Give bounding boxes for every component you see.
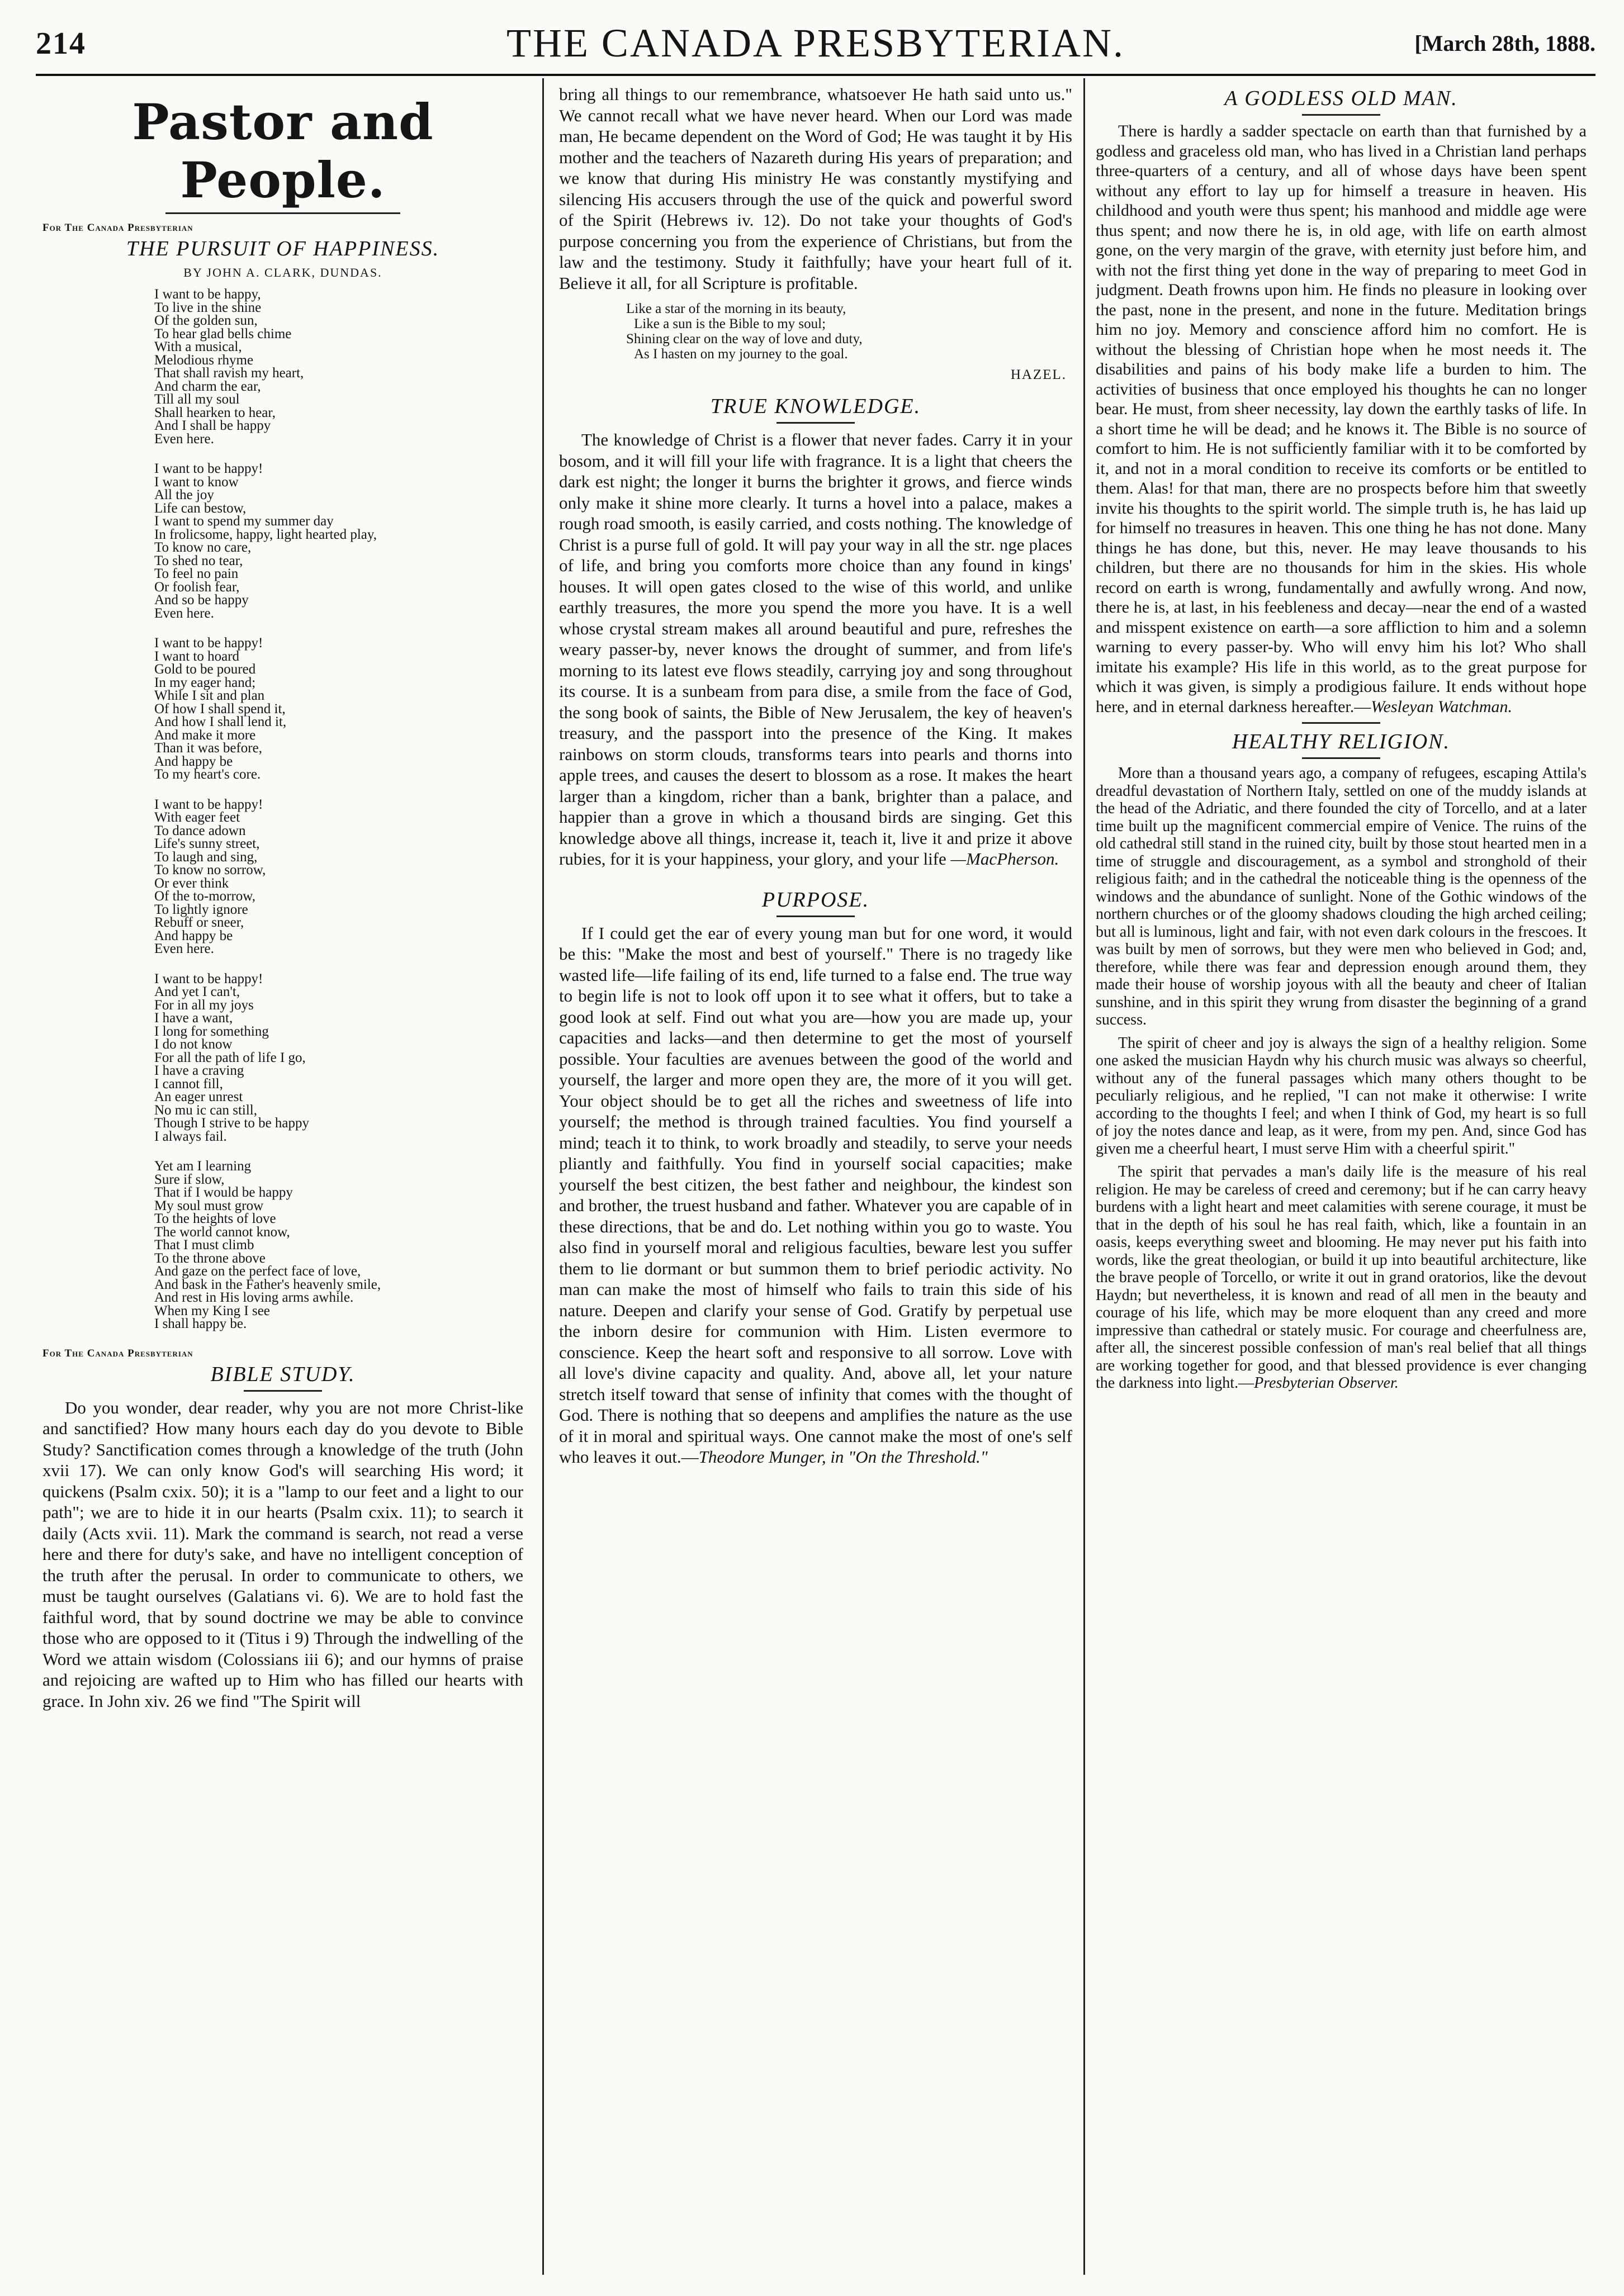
poem-line: Than it was before,	[154, 741, 262, 756]
poem-line: And make it more	[154, 727, 256, 743]
article-title: A GODLESS OLD MAN.	[1224, 87, 1458, 110]
poem-line: To shed no tear,	[154, 553, 243, 568]
poem-stanza	[154, 973, 523, 1144]
poem-line: To the throne above	[154, 1250, 266, 1266]
poem-line: And happy be	[154, 753, 233, 769]
article-text: The knowledge of Christ is a flower that never fades. Carry it in your bosom, and it will fill your life with fragrance. It is a light that cheers the dark est night; the longer it burns the brighter it grows, and fierce winds only make it shine more clearly. It turns a hovel into a palace, makes a rough road smooth, is easily carried, and costs nothing. The knowledge of Christ is a purse full of gold. It will pay your way in all the str. nge places of life, and bring you comforts more choice than any found in kings' houses. It will open gates closed to the wise of this world, and unlike earthly treasures, the more you spend the more you have. It is a well whose crystal stream makes all around beautiful and pure, refreshes the weary passer-by, never knows the drought of summer, and from life's morning to its latest eve flows steadily, carrying joy and song throughout its course. It is a sunbeam from para dise, a smile from the face of God, the song book of saints, the Bible of New Jerusalem, the key of heaven's treasury, and the passport into the presence of the King. It makes rainbows on storm clouds, transforms tears into pearls and thorns into apple trees, and causes the desert to blossom as a rose. It makes the heart larger than a kingdom, richer than a bank, brighter than a palace, and happier than a grove in which a thousand birds are singing. Get this knowledge above all things, increase it, teach it, live it and prize it above rubies, for it is your happiness, your glory, and your life	[559, 430, 1072, 869]
poem-line: Sure if slow,	[154, 1171, 225, 1187]
attribution: —MacPherson.	[950, 849, 1059, 869]
title-rule	[244, 1390, 322, 1392]
poem-stanza	[154, 288, 523, 445]
poem-line: Of how I shall spend it,	[154, 701, 286, 717]
page-header	[36, 16, 1595, 72]
verse	[626, 301, 1072, 362]
for-line: For The Canada Presbyterian	[42, 1347, 193, 1359]
poem-line: I have a want,	[154, 1011, 233, 1026]
poem-line: Till all my soul	[154, 392, 240, 407]
poem-line: Of the to-morrow,	[154, 889, 255, 904]
verse-line: Like a sun is the Bible to my soul;	[634, 316, 826, 331]
poem-line: In frolicsome, happy, light hearted play,	[154, 526, 377, 542]
poem-line: Shall hearken to hear,	[154, 405, 276, 420]
poem-line: I always fail.	[154, 1128, 227, 1144]
poem-line: And yet I can't,	[154, 984, 240, 999]
poem-line: The world cannot know,	[154, 1224, 290, 1240]
poem-line: Gold to be poured	[154, 662, 256, 677]
column-divider	[542, 78, 544, 2275]
poem-line: Even here.	[154, 941, 214, 956]
article-title: BIBLE STUDY.	[210, 1362, 356, 1386]
article-body	[1096, 121, 1587, 717]
attribution: Presbyterian Observer.	[1254, 1374, 1399, 1392]
poem-line: To dance adown	[154, 823, 246, 838]
poem-line: To the heights of love	[154, 1211, 276, 1226]
verse-line: Shining clear on the way of love and duty,	[626, 331, 863, 347]
article-body	[559, 429, 1072, 870]
section-masthead: Pastor and People.	[132, 93, 434, 209]
poem-line: To know no sorrow,	[154, 862, 266, 877]
article-paragraph: The spirit of cheer and joy is always the sign of a healthy religion. Some one asked the musician Haydn why his church music was always so cheerful, without any of the funeral passages which many others thought to be peculiarly religious, and he replied, "I can not make it otherwise: I write according to the thoughts I feel; and when I think of God, my heart is so full of joy the notes dance and leap, as it were, from my pen. And, since God has given me a cheerful heart, I must serve Him with a cheerful spirit."	[1096, 1034, 1587, 1158]
article-title: HEALTHY RELIGION.	[1232, 730, 1451, 753]
poem-stanza	[154, 1160, 523, 1331]
poem-line: Even here.	[154, 431, 214, 447]
poem-byline: BY JOHN A. CLARK, DUNDAS.	[183, 265, 382, 279]
poem-line: Life's sunny street,	[154, 836, 260, 851]
article-body	[559, 923, 1072, 1468]
article-body: Do you wonder, dear reader, why you are not more Christ-like and sanctified? How many hours each day do you devote to Bible Study? Sanctification comes through a knowledge of the truth (John xvii 17). We can only know God's will searching His word; it quickens (Psalm cxix. 50); it is a "lamp to our feet and a light to our path"; we are to hide it in our hearts (Psalm cxix. 11); to search it daily (Acts xvii. 11). Mark the command is search, not read a verse here and there for duty's sake, and have no intelligent conception of the truth after the perusal. In order to communicate to others, we must be taught ourselves (Galatians vi. 6). We are to hold fast the faithful word, that by sound doctrine we may be able to convince those who are opposed to it (Titus i 9) Through the indwelling of the Word we attain wisdom (Colossians iii 6); and our hymns of praise and rejoicing are wafted up to Him who has filled our hearts with grace. In John xiv. 26 we find "The Spirit will	[42, 1397, 523, 1711]
poem-line: And rest in His loving arms awhile.	[154, 1290, 354, 1305]
article-text: The spirit that pervades a man's daily life is the measure of his real religion. He may be careless of creed and ceremony; but if he can carry heavy burdens with a light heart and meet calamities with serene courage, it must be that in the depth of his soul he has real faith, which, like a fountain in an oasis, keeps everything sweet and blooming. He may never put his faith into words, like the great theologian, or build it up into beautiful architecture, like the brave people of Torcello, or write it out in grand oratorios, like the devout Haydn; but nevertheless, it is known and read of all men in the beauty and courage of his life, which may be more eloquent than any creed and more impressive than cathedral or stately music. For courage and cheerfulness are, after all, the sincerest possible confession of man's real belief that all things are working together for good, and that blessed providence is ever changing the darkness into light.—	[1096, 1163, 1587, 1392]
poem-line: I want to be happy,	[154, 287, 261, 302]
poem	[42, 288, 523, 1331]
poem-line: In my eager hand;	[154, 675, 256, 690]
poem-line: And bask in the Father's heavenly smile,	[154, 1277, 381, 1292]
poem-line: With a musical,	[154, 339, 242, 354]
poem-line: And charm the ear,	[154, 378, 261, 394]
newspaper-title: THE CANADA PRESBYTERIAN.	[506, 21, 1125, 65]
verse-line: As I hasten on my journey to the goal.	[634, 347, 848, 362]
article-text: If I could get the ear of every young man but for one word, it would be this: "Make the most and best of yourself." There is no tragedy like wasted life—life failing of its end, life turned to a false end. The true way to begin life is not to look off upon it to see what it offers, but to take a good look at self. Find out what you are—how you are made up, your capacities and lacks—and then determine to get the most of yourself possible. Your faculties are avenues between the good of the world and yourself, the larger and more open they are, the more of it you will get. Your object should be to get all the riches and sweetness of life into yourself; the method is through trained faculties. You find yourself a mind; teach it to think, to work broadly and steadily, to serve your needs pliantly and faithfully. You find in yourself social capacities; make yourself the best citizen, the best father and neighbour, the kindest son and brother, the truest husband and father. Whatever you are capable of in these directions, that be and do. Let nothing within you go to waste. You also find in yourself moral and religious faculties, beware lest you suffer them to lie dormant or but summon them to brief periodic activity. No man can make the most of himself who fails to train this side of his nature. Deepen and clarify your sense of God. Gratify by perpetual use the inborn desire for communion with Him. Listen evermore to conscience. Keep the heart soft and responsive to all sorrow. Love with all love's divine capacity and quality. And, above all, let your nature stretch itself toward that sense of infinity that comes with the thought of God. There is nothing that so deepens and amplifies the nature as the use of it in moral and spiritual ways. One cannot make the most of one's self who leaves it out.—	[559, 923, 1072, 1467]
title-rule	[1302, 757, 1380, 759]
poem-line: I want to be happy!	[154, 461, 263, 476]
poem-line: To my heart's core.	[154, 767, 261, 782]
poem-line: I want to be happy!	[154, 635, 263, 651]
title-rule	[1302, 114, 1380, 116]
attribution: Theodore Munger, in "On the Threshold."	[698, 1447, 988, 1467]
poem-line: With eager feet	[154, 810, 240, 825]
poem-line: Rebuff or sneer,	[154, 915, 244, 930]
column-3	[1096, 84, 1587, 2274]
poem-line: No mu ic can still,	[154, 1102, 257, 1118]
poem-line: All the joy	[154, 487, 214, 502]
poem-line: I want to hoard	[154, 648, 240, 664]
poem-line: To know no care,	[154, 540, 252, 555]
attribution: Wesleyan Watchman.	[1371, 697, 1513, 716]
poem-line: And gaze on the perfect face of love,	[154, 1264, 361, 1279]
poem-line: I want to be happy!	[154, 796, 263, 812]
poem-line: To lightly ignore	[154, 902, 248, 917]
section-rule	[1302, 722, 1380, 724]
poem-line: To laugh and sing,	[154, 849, 258, 865]
article-paragraph	[1096, 1163, 1587, 1392]
poem-line: For all the path of life I go,	[154, 1050, 306, 1065]
article-text: There is hardly a sadder spectacle on earth than that furnished by a godless and graceless old man, who has lived in a Christian land perhaps three-quarters of a century, and all of whose days have been spent without any effort to lay up for himself a treasure in heaven. His childhood and youth were thus spent; his manhood and middle age were thus spent; and now there he is, in old age, with life on earth almost gone, on the very margin of the grave, with eternity just before him, and with not the first thing yet done in the way of preparing to meet God in judgment. Death frowns upon him. He finds no pleasure in looking over the past, none in the present, and none in the future. Meditation brings him no joy. Memory and conscience afford him no comfort. He is without the blessing of Christian hope when he most needs it. The disabilities and pains of his body make life a burden to him. The activities of business that once employed his thoughts he can no longer bear. He must, from sheer necessity, lay down the earthly tasks of life. In a short time he will be dead; and he knows it. The Bible is no source of comfort to him. He is not sufficiently familiar with it to be comforted by it, and not in a moral condition to receive its comforts or be entitled to them. Alas! for that man, there are no prospects before him that sweetly invite his thoughts to the spirit world. The simple truth is, he has laid up for himself no treasures in heaven. This one thing he has not done. Many things he has done, but this, never. He may leave thousands to his children, but there are no thousands for him in the skies. His whole record on earth is wrong, fundamentally and awfully wrong. And now, there he is, at last, in his feebleness and decay—near the end of a wasted and misspent existence on earth—a sore affliction to him and a solemn warning to every passer-by. Who will envy him his lot? Who shall imitate his example? His life in this world, as to the great purpose for which it was given, is simply a prodigious failure. It ends without hope here, and in eternal darkness hereafter.—	[1096, 122, 1587, 716]
poem-line: I have a craving	[154, 1063, 244, 1078]
page-number: 214	[36, 26, 86, 61]
poem-line: To live in the shine	[154, 300, 262, 315]
poem-line: While I sit and plan	[154, 688, 265, 703]
title-rule	[777, 915, 855, 917]
poem-stanza	[154, 462, 523, 620]
article-paragraph: More than a thousand years ago, a company of refugees, escaping Attila's dreadful devastation of Northern Italy, settled on one of the muddy islands at the head of the Adriatic, and there founded the city of Torcello, and at a later time built up the magnificent commercial empire of Venice. The ruins of the old cathedral still stand in the ruined city, built by those stout hearted men in a time of struggle and discouragement, as a symbol and stronghold of their religious faith; and in the cathedral the noticeable thing is the openness of the windows and the abundance of sunlight. None of the Gothic windows of the northern churches or of the gloomy shadows clouding the high arched ceiling; but all is luminous, light and fair, with not even dark colours in the frescoes. It was built by men of sorrows, but they were men who believed in God; and, therefore, while there was fear and depression enough around them, they made their house of worship joyous with all the beauty and cheer of Italian sunshine, and in this spirit they wrung from disaster the beginning of a grand success.	[1096, 765, 1587, 1028]
poem-line: An eager unrest	[154, 1089, 243, 1104]
poem-line: For in all my joys	[154, 997, 254, 1013]
article-title: TRUE KNOWLEDGE.	[710, 395, 921, 418]
column-1	[42, 84, 523, 2274]
poem-line: Of the golden sun,	[154, 313, 258, 328]
header-rule	[36, 74, 1595, 76]
poem-stanza	[154, 637, 523, 781]
poem-line: I want to spend my summer day	[154, 514, 334, 529]
section-rule	[165, 212, 400, 214]
poem-line: I want to be happy!	[154, 971, 263, 986]
poem-line: I cannot fill,	[154, 1076, 223, 1092]
poem-stanza	[154, 798, 523, 956]
poem-line: And happy be	[154, 928, 233, 943]
title-rule	[777, 422, 855, 424]
poem-line: Or ever think	[154, 875, 229, 891]
poem-line: When my King I see	[154, 1303, 270, 1318]
poem-line: Melodious rhyme	[154, 352, 254, 368]
poem-line: Though I strive to be happy	[154, 1116, 310, 1131]
poem-line: To hear glad bells chime	[154, 326, 292, 341]
signature: HAZEL.	[1010, 367, 1067, 382]
poem-line: Or foolish fear,	[154, 579, 240, 595]
for-line: For The Canada Presbyterian	[42, 222, 193, 234]
poem-line: I shall happy be.	[154, 1316, 247, 1331]
poem-line: To feel no pain	[154, 566, 239, 581]
article-continuation: bring all things to our remembrance, whatsoever He hath said unto us." We cannot recall what we have never heard. When our Lord was made man, He became dependent on the Word of God; He was taught it by His mother and the teachers of Nazareth during His years of preparation; and we know that during His ministry He was constantly mystifying and silencing His accusers through the use of the quick and powerful sword of the Spirit (Hebrews iv. 12). Do not take your thoughts of God's purpose concerning you from the experience of Christians, but from the law and the testimony. Study it faithfully; have your heart full of it. Believe it all, for all Scripture is profitable.	[559, 84, 1072, 293]
poem-line: And so be happy	[154, 592, 249, 608]
article-title: PURPOSE.	[761, 888, 870, 912]
issue-date: [March 28th, 1888.	[1414, 31, 1595, 56]
poem-line: Even here.	[154, 605, 214, 621]
poem-line: I long for something	[154, 1023, 269, 1039]
column-2	[559, 84, 1072, 2274]
poem-line: And I shall be happy	[154, 418, 271, 433]
column-divider	[1083, 78, 1085, 2275]
poem-line: My soul must grow	[154, 1198, 264, 1213]
poem-line: Yet am I learning	[154, 1159, 252, 1174]
poem-line: Life can bestow,	[154, 500, 247, 516]
poem-line: That I must climb	[154, 1237, 254, 1253]
poem-line: I want to know	[154, 474, 239, 490]
verse-line: Like a star of the morning in its beauty,	[626, 301, 846, 316]
poem-title: THE PURSUIT OF HAPPINESS.	[126, 237, 440, 260]
poem-line: And how I shall lend it,	[154, 714, 287, 729]
poem-line: That shall ravish my heart,	[154, 366, 304, 381]
poem-line: That if I would be happy	[154, 1185, 293, 1200]
poem-line: I do not know	[154, 1037, 233, 1052]
